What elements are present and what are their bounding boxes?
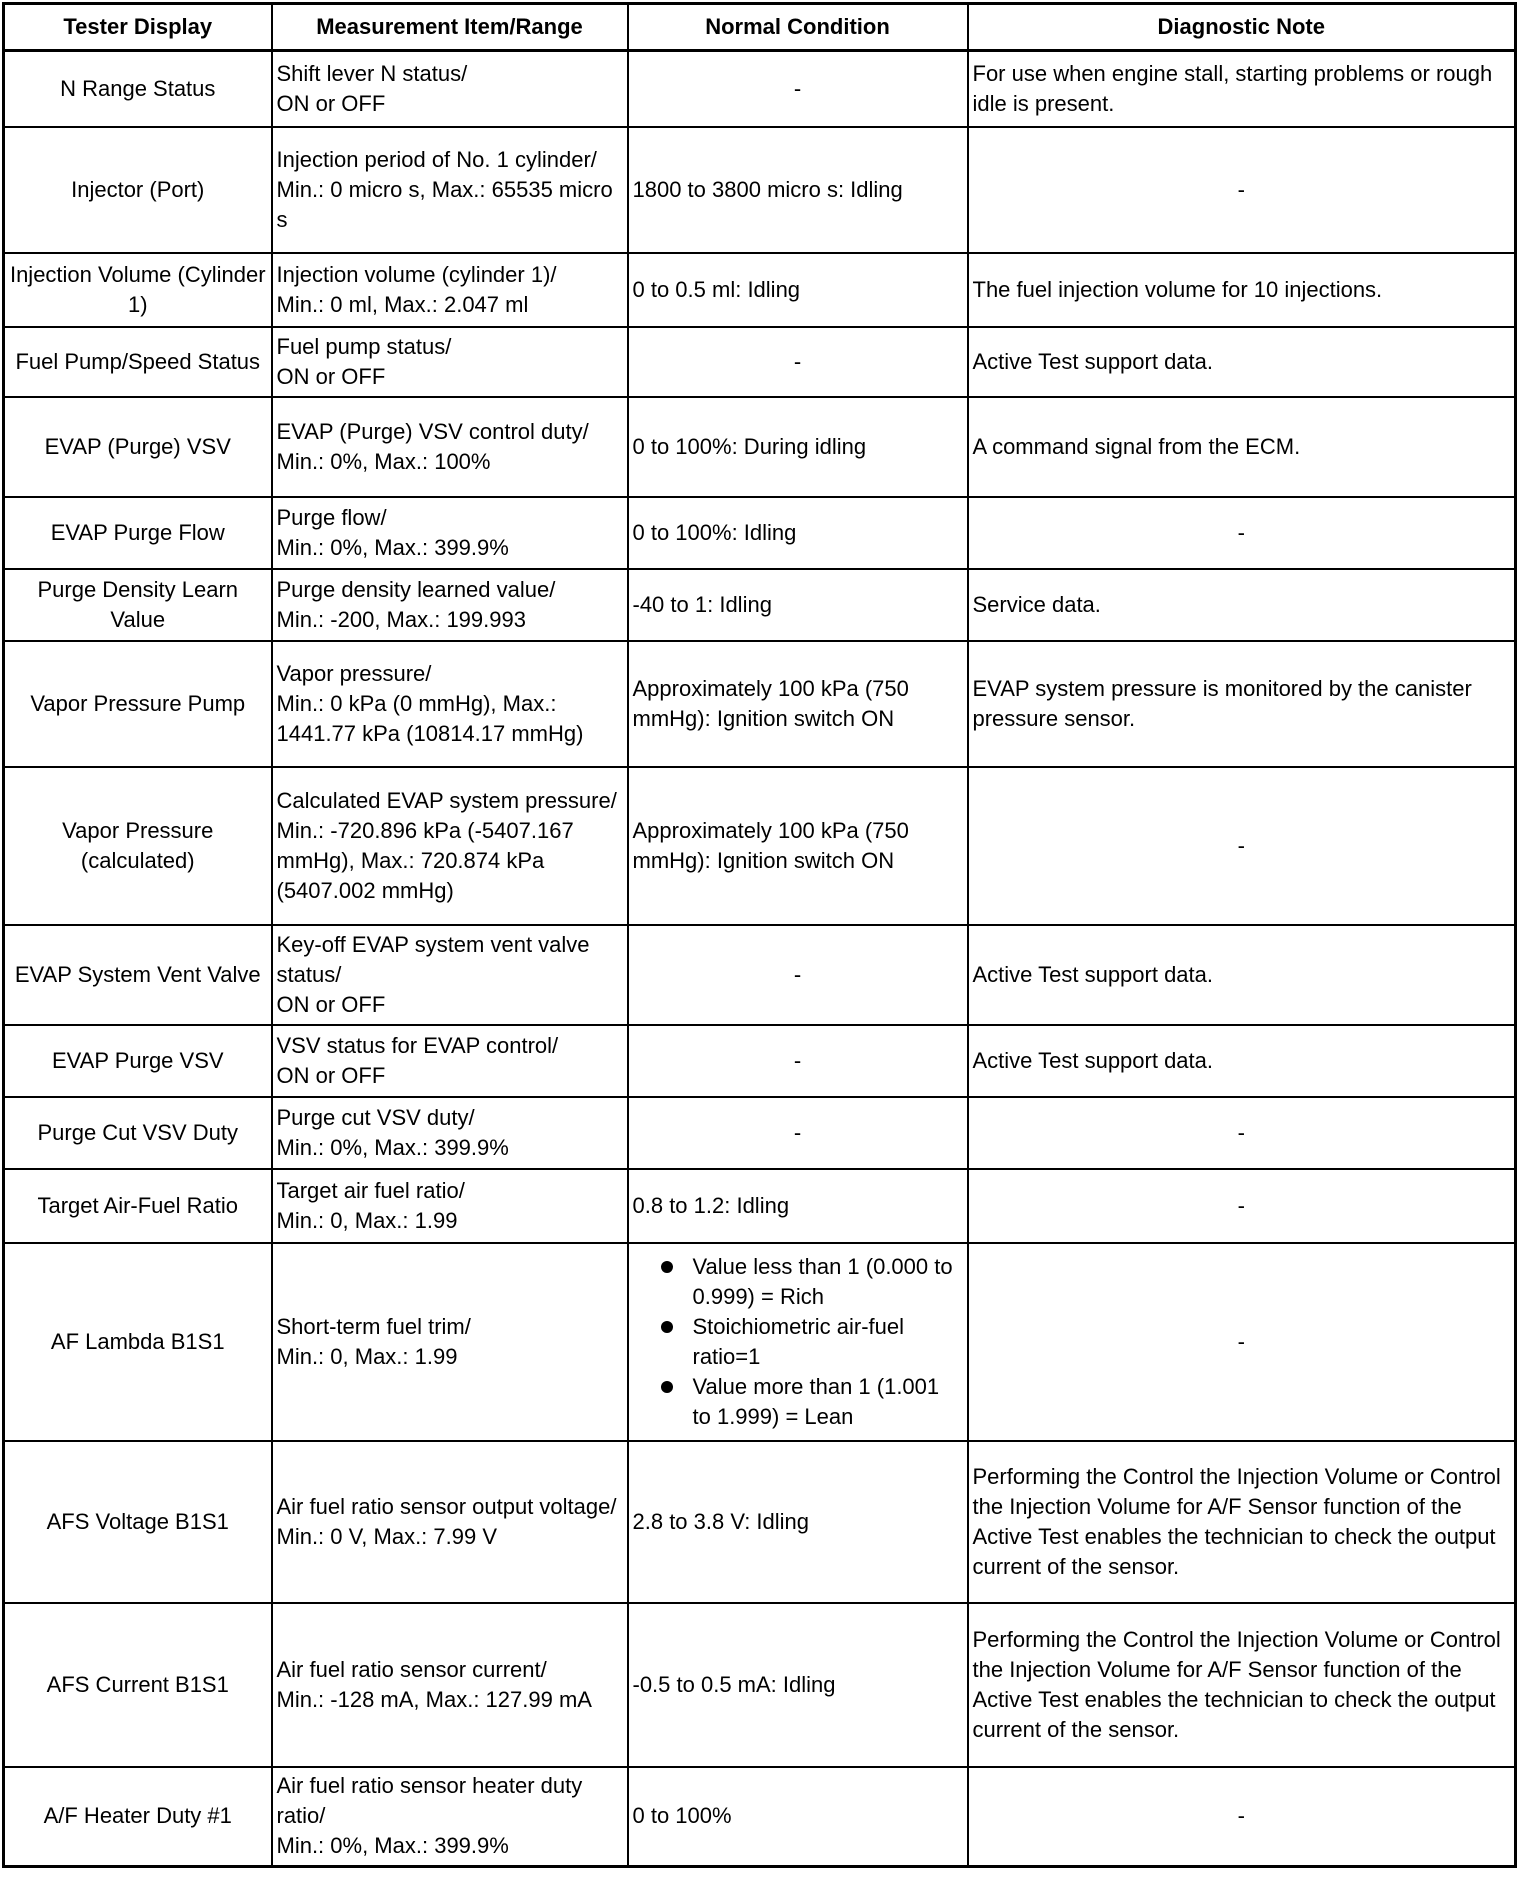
measurement-item: Air fuel ratio sensor output voltage/ (276, 1493, 617, 1519)
tester-display-cell: N Range Status (4, 51, 272, 127)
header-normal-condition: Normal Condition (628, 4, 968, 51)
tester-display-cell: Fuel Pump/Speed Status (4, 327, 272, 397)
table-row (4, 1169, 1516, 1243)
table-row (4, 127, 1516, 253)
diagnostic-note-cell: Service data. (968, 569, 1516, 641)
tester-display-cell: A/F Heater Duty #1 (4, 1767, 272, 1867)
tester-display-cell: EVAP System Vent Valve (4, 925, 272, 1025)
measurement-item: Purge flow/ (276, 504, 387, 530)
normal-condition-cell: 0 to 100%: During idling (628, 397, 968, 497)
measurement-range: ON or OFF (276, 991, 386, 1017)
measurement-item: EVAP (Purge) VSV control duty/ (276, 418, 589, 444)
table-row (4, 327, 1516, 397)
measurement-range: Min.: 0%, Max.: 399.9% (276, 534, 509, 560)
table-header (4, 4, 1516, 51)
measurement-item: VSV status for EVAP control/ (276, 1032, 559, 1058)
header-diagnostic-note: Diagnostic Note (968, 4, 1516, 51)
table-row (4, 767, 1516, 925)
diagnostic-note-cell: Performing the Control the Injection Volume or Control the Injection Volume for A/F Sensor function of the Active Test enables the technician to check the output current of the sensor. (968, 1603, 1516, 1767)
normal-condition-cell: - (628, 925, 968, 1025)
normal-condition-cell: - (628, 1025, 968, 1097)
tester-display-cell: Vapor Pressure (calculated) (4, 767, 272, 925)
measurement-cell (272, 253, 628, 327)
diagnostic-note-cell: - (968, 497, 1516, 569)
measurement-cell (272, 1441, 628, 1603)
table-row (4, 925, 1516, 1025)
normal-condition-cell: Approximately 100 kPa (750 mmHg): Ignition switch ON (628, 641, 968, 767)
normal-condition-cell: 0.8 to 1.2: Idling (628, 1169, 968, 1243)
normal-condition-cell: -40 to 1: Idling (628, 569, 968, 641)
measurement-cell (272, 497, 628, 569)
tester-display-cell: EVAP (Purge) VSV (4, 397, 272, 497)
measurement-item: Injection period of No. 1 cylinder/ (276, 146, 597, 172)
normal-condition-cell: - (628, 51, 968, 127)
diagnostic-note-cell: Performing the Control the Injection Volume or Control the Injection Volume for A/F Sensor function of the Active Test enables the technician to check the output current of the sensor. (968, 1441, 1516, 1603)
tester-display-cell: Vapor Pressure Pump (4, 641, 272, 767)
table-row (4, 1097, 1516, 1169)
tester-display-cell: EVAP Purge Flow (4, 497, 272, 569)
measurement-cell (272, 1025, 628, 1097)
measurement-cell (272, 1767, 628, 1867)
measurement-item: Purge cut VSV duty/ (276, 1104, 475, 1130)
measurement-range: Min.: 0%, Max.: 399.9% (276, 1833, 509, 1859)
table-row (4, 1243, 1516, 1441)
table-row (4, 1025, 1516, 1097)
measurement-range: Min.: 0%, Max.: 399.9% (276, 1134, 509, 1160)
table-row (4, 51, 1516, 127)
table-row (4, 497, 1516, 569)
measurement-item: Air fuel ratio sensor current/ (276, 1656, 547, 1682)
table-row (4, 569, 1516, 641)
measurement-cell (272, 327, 628, 397)
tester-display-cell: Injection Volume (Cylinder 1) (4, 253, 272, 327)
tester-display-cell: Purge Cut VSV Duty (4, 1097, 272, 1169)
measurement-range: Min.: 0%, Max.: 100% (276, 448, 491, 474)
measurement-range: Min.: 0 V, Max.: 7.99 V (276, 1523, 498, 1549)
diagnostic-note-cell: For use when engine stall, starting problems or rough idle is present. (968, 51, 1516, 127)
diagnostic-note-cell: EVAP system pressure is monitored by the canister pressure sensor. (968, 641, 1516, 767)
measurement-cell (272, 51, 628, 127)
measurement-cell (272, 397, 628, 497)
measurement-item: Shift lever N status/ (276, 60, 468, 86)
diagnostic-note-cell: - (968, 1243, 1516, 1441)
diagnostic-note-cell: Active Test support data. (968, 327, 1516, 397)
measurement-cell (272, 641, 628, 767)
normal-condition-cell: 2.8 to 3.8 V: Idling (628, 1441, 968, 1603)
table-row (4, 641, 1516, 767)
tester-display-cell: AFS Voltage B1S1 (4, 1441, 272, 1603)
measurement-item: Vapor pressure/ (276, 660, 432, 686)
normal-condition-cell: - (628, 327, 968, 397)
condition-bullet-list (659, 1252, 963, 1432)
measurement-range: Min.: -128 mA, Max.: 127.99 mA (276, 1686, 592, 1712)
measurement-item: Purge density learned value/ (276, 576, 556, 602)
normal-condition-cell: - (628, 1097, 968, 1169)
normal-condition-cell: 0 to 0.5 ml: Idling (628, 253, 968, 327)
diagnostic-note-cell: - (968, 127, 1516, 253)
measurement-cell (272, 1243, 628, 1441)
tester-data-table (2, 2, 1517, 1868)
measurement-range: Min.: 0 micro s, Max.: 65535 micro s (276, 176, 613, 232)
measurement-item: Air fuel ratio sensor heater duty ratio/ (276, 1773, 583, 1829)
condition-bullet-stoichiometric: Stoichiometric air-fuel ratio=1 (659, 1312, 963, 1372)
measurement-cell (272, 127, 628, 253)
diagnostic-note-cell: Active Test support data. (968, 1025, 1516, 1097)
normal-condition-cell (628, 1243, 968, 1441)
diagnostic-note-cell: A command signal from the ECM. (968, 397, 1516, 497)
measurement-range: Min.: 0, Max.: 1.99 (276, 1343, 458, 1369)
measurement-cell (272, 1603, 628, 1767)
measurement-range: ON or OFF (276, 90, 386, 116)
table-row (4, 397, 1516, 497)
tester-display-cell: Purge Density Learn Value (4, 569, 272, 641)
measurement-cell (272, 925, 628, 1025)
measurement-range: Min.: 0 ml, Max.: 2.047 ml (276, 291, 529, 317)
measurement-item: Injection volume (cylinder 1)/ (276, 261, 557, 287)
diagnostic-note-cell: - (968, 1169, 1516, 1243)
measurement-range: Min.: -200, Max.: 199.993 (276, 606, 526, 632)
normal-condition-cell: 0 to 100%: Idling (628, 497, 968, 569)
measurement-range: ON or OFF (276, 363, 386, 389)
normal-condition-cell: 0 to 100% (628, 1767, 968, 1867)
header-measurement-item: Measurement Item/Range (272, 4, 628, 51)
measurement-item: Target air fuel ratio/ (276, 1177, 465, 1203)
table-row (4, 1603, 1516, 1767)
table-row (4, 1441, 1516, 1603)
diagnostic-note-cell: - (968, 1097, 1516, 1169)
tester-display-cell: EVAP Purge VSV (4, 1025, 272, 1097)
measurement-item: Short-term fuel trim/ (276, 1313, 471, 1339)
tester-display-cell: Target Air-Fuel Ratio (4, 1169, 272, 1243)
tester-display-cell: AFS Current B1S1 (4, 1603, 272, 1767)
measurement-range: Min.: 0, Max.: 1.99 (276, 1207, 458, 1233)
diagnostic-note-cell: Active Test support data. (968, 925, 1516, 1025)
measurement-item: Key-off EVAP system vent valve status/ (276, 931, 590, 987)
condition-bullet-lean: Value more than 1 (1.001 to 1.999) = Lean (659, 1372, 963, 1432)
header-tester-display: Tester Display (4, 4, 272, 51)
normal-condition-cell: -0.5 to 0.5 mA: Idling (628, 1603, 968, 1767)
measurement-item: Fuel pump status/ (276, 333, 452, 359)
condition-bullet-rich: Value less than 1 (0.000 to 0.999) = Rich (659, 1252, 963, 1312)
diagnostic-note-cell: - (968, 1767, 1516, 1867)
diagnostic-note-cell: The fuel injection volume for 10 injections. (968, 253, 1516, 327)
header-row (4, 4, 1516, 51)
measurement-range: ON or OFF (276, 1062, 386, 1088)
table-row (4, 1767, 1516, 1867)
measurement-cell (272, 569, 628, 641)
tester-display-cell: Injector (Port) (4, 127, 272, 253)
measurement-item: Calculated EVAP system pressure/ (276, 787, 617, 813)
measurement-cell (272, 1169, 628, 1243)
data-list-sheet (2, 2, 1520, 1868)
measurement-cell (272, 1097, 628, 1169)
normal-condition-cell: Approximately 100 kPa (750 mmHg): Ignition switch ON (628, 767, 968, 925)
measurement-range: Min.: 0 kPa (0 mmHg), Max.: 1441.77 kPa (10814.17 mmHg) (276, 690, 584, 746)
table-body (4, 51, 1516, 1867)
normal-condition-cell: 1800 to 3800 micro s: Idling (628, 127, 968, 253)
measurement-range: Min.: -720.896 kPa (-5407.167 mmHg), Max.: 720.874 kPa (5407.002 mmHg) (276, 817, 574, 903)
measurement-cell (272, 767, 628, 925)
diagnostic-note-cell: - (968, 767, 1516, 925)
table-row (4, 253, 1516, 327)
tester-display-cell: AF Lambda B1S1 (4, 1243, 272, 1441)
